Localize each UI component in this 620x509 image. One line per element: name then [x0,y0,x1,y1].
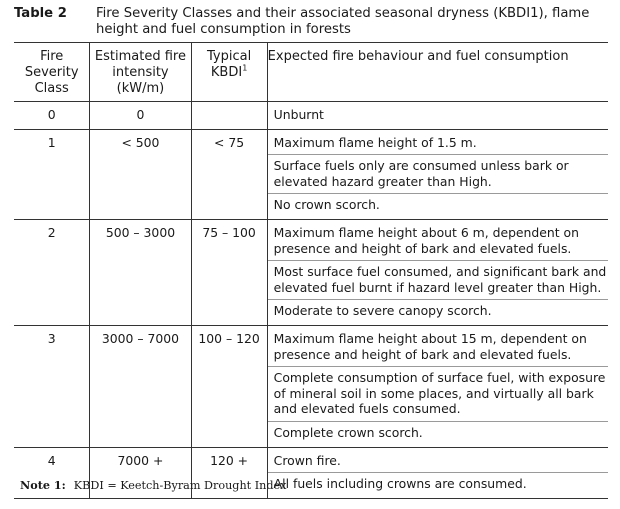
cell-fire-severity-class: 4 [14,447,90,498]
cell-typical-kbdi: 75 – 100 [191,219,267,325]
cell-typical-kbdi: 120 + [191,447,267,498]
behaviour-item: Maximum flame height of 1.5 m. [273,134,477,150]
behaviour-item: Unburnt [273,107,324,122]
note-text: KBDI = Keetch-Byram Drought Index [73,479,287,492]
header-kbdi-footnote-ref: 1 [242,63,248,73]
header-typical-kbdi [191,43,267,102]
cell-estimated-intensity: 3000 – 7000 [90,325,191,447]
cell-expected-behaviour [267,325,608,447]
behaviour-item: Maximum flame height about 15 m, dependent on presence and height of bark and elevated fuels. [273,330,587,362]
behaviour-item: No crown scorch. [268,193,608,217]
header-estimated-intensity: Estimated fire intensity (kW/m) [90,43,191,102]
cell-typical-kbdi: < 75 [191,129,267,219]
behaviour-item: Complete crown scorch. [268,421,608,445]
table-row [14,129,608,219]
cell-estimated-intensity: 0 [90,102,191,130]
cell-expected-behaviour [267,447,608,498]
cell-typical-kbdi [191,102,267,130]
table-label: Table 2 [14,6,67,21]
behaviour-item: Crown fire. [273,452,341,468]
behaviour-item: Most surface fuel consumed, and significant bark and elevated fuel burnt if hazard level greater than High. [268,260,608,299]
cell-expected-behaviour [267,102,608,130]
behaviour-item: Moderate to severe canopy scorch. [268,299,608,323]
behaviour-item: Complete consumption of surface fuel, with exposure of mineral soil in some places, and virtually all bark and elevated fuels consumed. [268,366,608,421]
header-kbdi-label: Typical KBDI [206,49,252,80]
table-row [14,102,608,130]
header-fire-severity-class: Fire Severity Class [14,43,90,102]
fire-severity-table [14,42,608,499]
cell-expected-behaviour [267,219,608,325]
cell-fire-severity-class: 1 [14,129,90,219]
behaviour-item: Maximum flame height about 6 m, dependent on presence and height of bark and elevated fuels. [273,224,579,256]
cell-estimated-intensity: 7000 + [90,447,191,498]
behaviour-item: Surface fuels only are consumed unless bark or elevated hazard greater than High. [268,154,608,193]
cell-fire-severity-class: 0 [14,102,90,130]
header-expected-behaviour: Expected fire behaviour and fuel consumption [267,43,608,102]
behaviour-item: All fuels including crowns are consumed. [268,472,608,496]
cell-typical-kbdi: 100 – 120 [191,325,267,447]
note-label: Note 1: [20,478,66,492]
cell-fire-severity-class: 2 [14,219,90,325]
table-header-row [14,43,608,102]
table-body [14,102,608,499]
cell-estimated-intensity: < 500 [90,129,191,219]
table-row [14,325,608,447]
cell-estimated-intensity: 500 – 3000 [90,219,191,325]
table-row [14,219,608,325]
cell-fire-severity-class: 3 [14,325,90,447]
table-note [20,478,286,493]
cell-expected-behaviour [267,129,608,219]
table-title: Fire Severity Classes and their associated seasonal dryness (KBDI1), flame height and fuel consumption in forests [96,6,590,37]
